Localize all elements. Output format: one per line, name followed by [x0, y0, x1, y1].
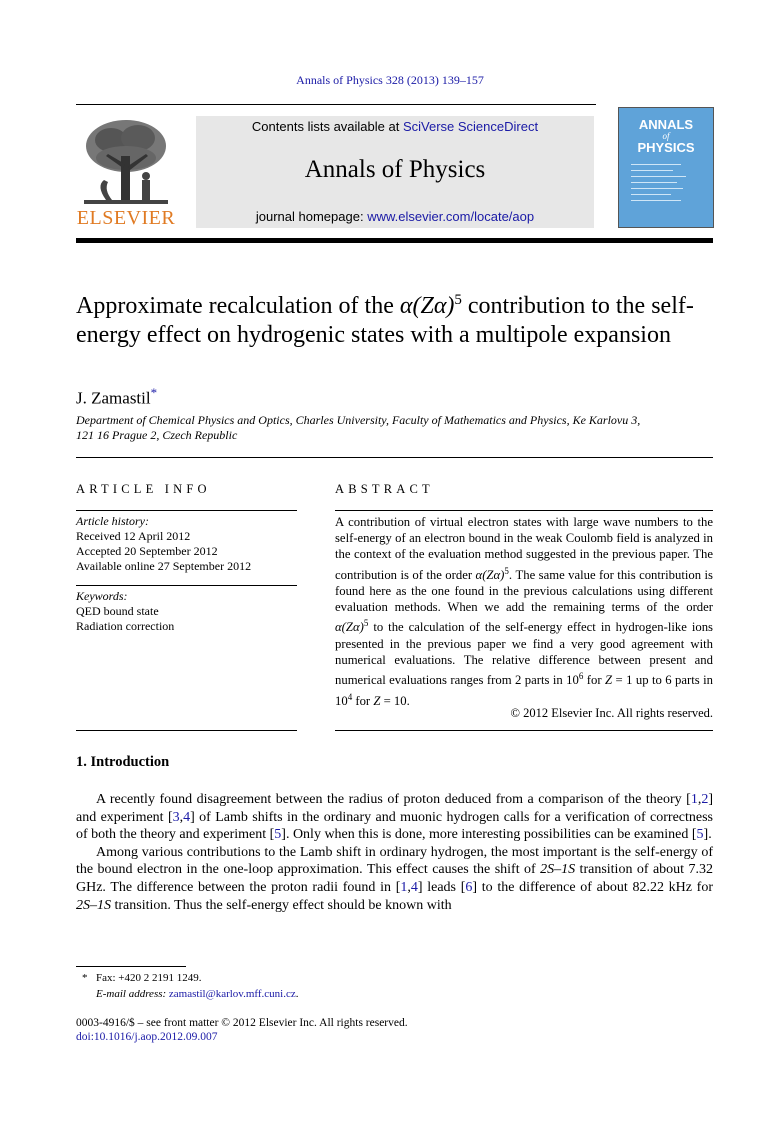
text: ] leads [ [417, 879, 466, 895]
publisher-name: ELSEVIER [76, 207, 176, 229]
email-link[interactable]: zamastil@karlov.mff.cuni.cz [168, 988, 296, 1000]
abstract-math: α(Zα) [475, 567, 505, 582]
text: ]. Only when this is done, more interesting possibilities can be examined [ [281, 827, 697, 843]
cover-text-line [631, 194, 671, 195]
text: transition. Thus the self-energy effect should be known with [111, 897, 452, 913]
cover-text-line [631, 164, 681, 165]
history-label: Article history: [76, 514, 149, 528]
homepage-prefix: journal homepage: [255, 209, 368, 224]
author-footnote-mark[interactable]: * [150, 385, 158, 400]
text: ]. [703, 827, 712, 843]
keyword: QED bound state [76, 604, 159, 618]
text: Among various contributions to the Lamb shift in ordinary hydrogen, the most important is the self-energy of the bound electron in the one-loop approximation. This effect causes the shift of [76, 844, 713, 878]
email-end: . [295, 988, 299, 1000]
footnote-rule [76, 966, 186, 967]
paragraph: A recently found disagreement between the radius of proton deduced from a comparison of the theory [1,2] and experiment [3,4] of Lamb shifts in the ordinary and muonic hydrogen calls for a verification of correctness of both the theory and experiment [5]. Only when this is done, more interesting possibilities can be examined [5]. [76, 792, 713, 843]
affiliation [76, 413, 713, 443]
text: ] to the difference of about 82.22 kHz for [472, 879, 714, 895]
title-math: α(Zα) [399, 293, 455, 319]
header-thick-rule [76, 238, 713, 243]
author-name[interactable]: J. Zamastil [76, 388, 151, 408]
reference-link[interactable]: 4 [183, 809, 191, 825]
paragraph: Among various contributions to the Lamb shift in ordinary hydrogen, the most important is the self-energy of the bound electron in the one-loop approximation. This effect causes the shift of 2S–1S transition of about 7.32 GHz. The difference between the proton radii found in [1,4] leads [6] to the difference of about 82.22 kHz for 2S–1S transition. Thus the self-energy effect should be known with [76, 844, 714, 913]
title-text-rest: contribution to the self-energy effect on hydrogenic states with a multipole expansion [76, 293, 694, 348]
text: ] and experiment [ [76, 792, 713, 825]
footnote-mark: * [82, 972, 88, 984]
reference-link[interactable]: 1 [400, 879, 408, 895]
journal-cover-image [618, 107, 714, 228]
cover-text-line [631, 176, 686, 177]
reference-link[interactable]: 4 [410, 879, 418, 895]
abstract-text [335, 514, 713, 709]
text: transition of about 7.32 GHz. The difference between the proton radii found in [ [76, 862, 713, 895]
article-info-heading: ARTICLE INFO [76, 482, 211, 496]
cover-title-physics: PHYSICS [637, 140, 695, 155]
text: ] of Lamb shifts in the ordinary and muonic hydrogen calls for a verification of correctness of both the theory and experiment [ [76, 809, 713, 843]
reference-link[interactable]: 1 [690, 792, 698, 807]
affiliation-line: 121 16 Prague 2, Czech Republic [76, 428, 238, 442]
journal-banner [196, 116, 594, 228]
reference-link[interactable]: 5 [696, 827, 704, 843]
title-text: Approximate recalculation of the [76, 293, 400, 319]
abstract-sentence: . The same value for this contribution is found here as the one found in the previous calculations using different evaluation methods. When we add the remaining terms of the order [335, 567, 713, 615]
header-divider [76, 104, 596, 105]
homepage-link[interactable]: www.elsevier.com/locate/aop [367, 209, 535, 224]
reference-link[interactable]: 2 [701, 792, 709, 807]
article-title [76, 286, 713, 350]
transition-label: 2S–1S [76, 897, 111, 913]
cover-text-line [631, 188, 683, 189]
email-label: E-mail address: [96, 988, 169, 1000]
journal-title: Annals of Physics [304, 156, 486, 183]
keywords-label: Keywords: [76, 589, 128, 603]
contents-prefix: Contents lists available at [251, 119, 403, 134]
abstract-sentence: = 10. [380, 693, 410, 708]
abstract-math: Z [373, 693, 381, 708]
footnote-email [96, 988, 298, 1000]
affiliation-line: Department of Chemical Physics and Optics, Charles University, Faculty of Mathematics and Physics, Ke Karlovu 3, [76, 413, 641, 427]
abstract-sentence: = 1 up to 6 parts in 10 [335, 673, 713, 708]
text: A recently found disagreement between the radius of proton deduced from a comparison of the theory [ [96, 792, 691, 807]
cover-title-annals: ANNALS [638, 117, 694, 132]
abstract-exponent: 4 [347, 691, 353, 702]
abstract-rule [335, 510, 713, 511]
accepted-date: Accepted 20 September 2012 [76, 544, 218, 558]
sciencedirect-link[interactable]: SciVerse ScienceDirect [402, 119, 539, 134]
abstract-rule [335, 730, 713, 731]
author-line [76, 385, 157, 409]
contents-line [196, 119, 594, 134]
abstract-math: α(Zα) [335, 620, 364, 635]
online-date: Available online 27 September 2012 [76, 559, 252, 573]
article-history [76, 514, 297, 574]
introduction-body [76, 791, 713, 914]
abstract-copyright: © 2012 Elsevier Inc. All rights reserved. [510, 706, 713, 720]
abstract-sentence: for [352, 693, 374, 708]
article-info-rule [76, 585, 297, 586]
keywords-block [76, 589, 297, 634]
footnote-fax: Fax: +420 2 2191 1249. [96, 972, 202, 984]
keyword: Radiation correction [76, 619, 175, 633]
section-divider [76, 457, 713, 458]
received-date: Received 12 April 2012 [76, 529, 191, 543]
cover-title-of: of [662, 131, 670, 141]
abstract-sentence: A contribution of virtual electron states with large wave numbers to the self-energy of an electron bound in the weak Coulomb field is analyzed in the context of the evaluation method suggested in the previous paper. The contribution is of the order [335, 515, 713, 582]
journal-citation[interactable]: Annals of Physics 328 (2013) 139–157 [296, 73, 484, 87]
abstract-sentence: for [583, 673, 605, 688]
issn-line: 0003-4916/$ – see front matter © 2012 Elsevier Inc. All rights reserved. [76, 1017, 408, 1029]
article-info-rule [76, 730, 297, 731]
doi-link[interactable]: doi:10.1016/j.aop.2012.09.007 [76, 1031, 218, 1043]
title-exponent: 5 [454, 292, 462, 308]
abstract-math: Z [605, 673, 613, 688]
reference-link[interactable]: 6 [465, 879, 473, 895]
cover-text-line [631, 200, 681, 201]
abstract-heading: ABSTRACT [335, 482, 434, 496]
transition-label: 2S–1S [540, 862, 576, 878]
abstract-exponent: 6 [578, 671, 584, 682]
article-info-rule [76, 510, 297, 511]
reference-link[interactable]: 3 [172, 809, 180, 825]
homepage-line [196, 209, 594, 224]
abstract-exponent: 5 [504, 565, 509, 576]
cover-text-line [631, 182, 677, 183]
section-heading-introduction: 1. Introduction [76, 754, 170, 770]
cover-text-line [631, 170, 673, 171]
abstract-sentence: to the calculation of the self-energy effect in hydrogen-like ions presented in the previous paper we find a very good agreement with numerical evaluations. The relative difference between present and numerical evaluations ranges from 2 parts in 10 [335, 620, 713, 688]
reference-link[interactable]: 5 [274, 827, 282, 843]
abstract-exponent: 5 [363, 618, 369, 629]
